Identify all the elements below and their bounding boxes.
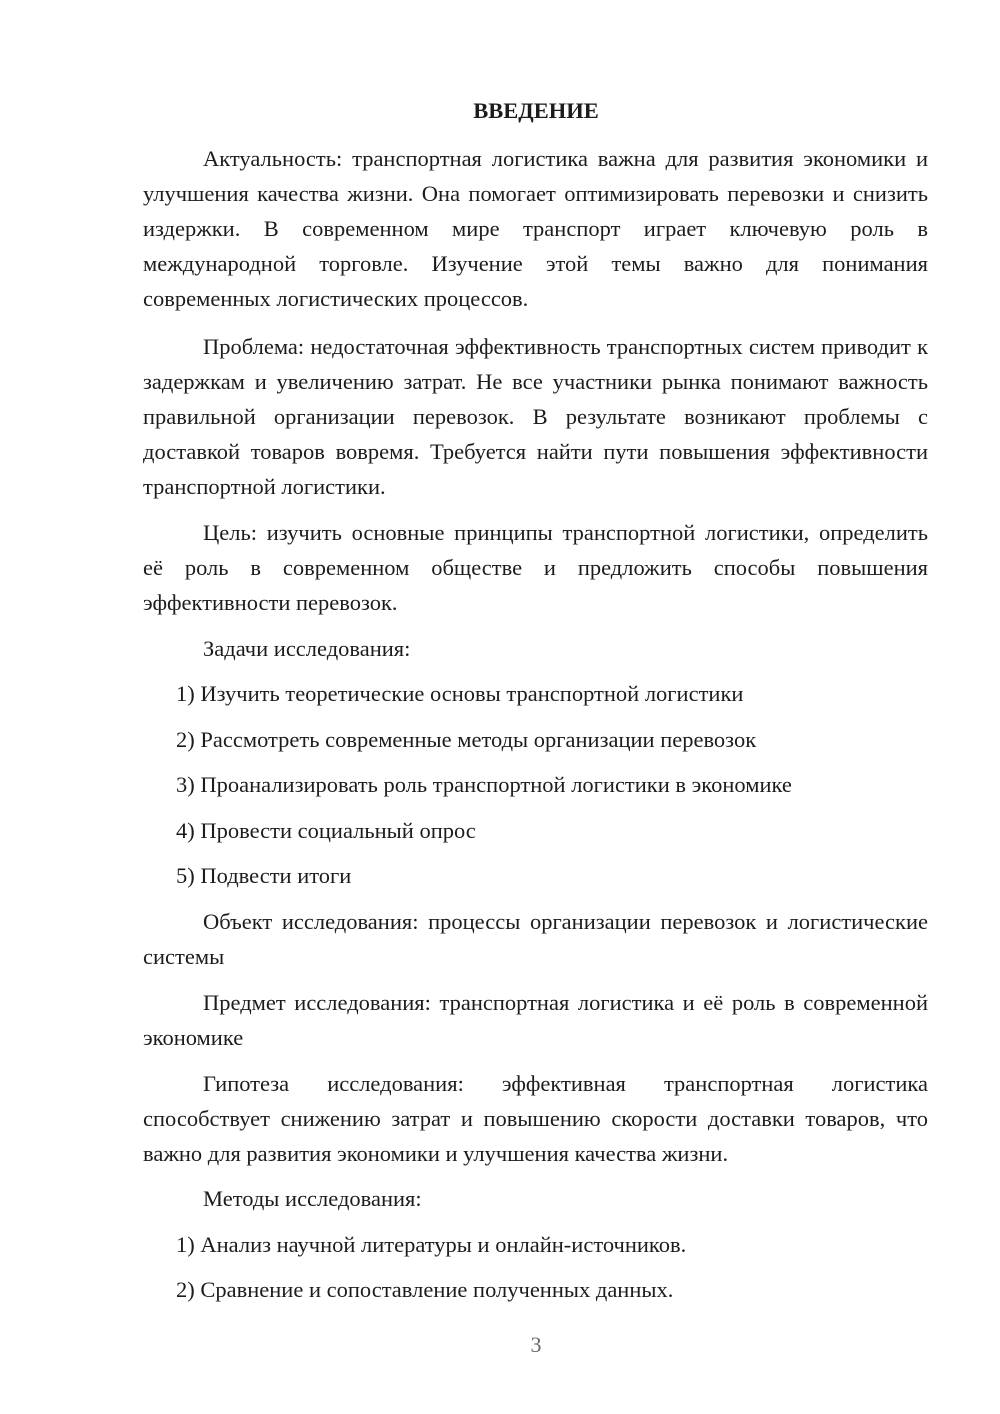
page-title: ВВЕДЕНИЕ (473, 98, 599, 123)
goal-paragraph: Цель: изучить основные принципы транспортной логистики, определить её роль в современном обществе и предложить способы повышения эффективности перевозок. (143, 520, 928, 615)
object-paragraph: Объект исследования: процессы организации перевозок и логистические системы (143, 909, 928, 969)
page-number: 3 (530, 1332, 542, 1357)
task-item: 3) Проанализировать роль транспортной логистики в экономике (176, 772, 792, 797)
task-item: 1) Изучить теоретические основы транспортной логистики (176, 681, 744, 706)
task-item: 5) Подвести итоги (176, 863, 352, 888)
method-row-2 (143, 1272, 928, 1307)
hypothesis-paragraph: Гипотеза исследования: эффективная транспортная логистика способствует снижению затрат и повышению скорости доставки товаров, что важно для развития экономики и улучшения качества жизни. (143, 1071, 928, 1166)
goal-section (143, 515, 928, 620)
task-row-3 (143, 767, 928, 802)
relevance-paragraph: Актуальность: транспортная логистика важна для развития экономики и улучшения качества жизни. Она помогает оптимизировать перевозки и снизить издержки. В современном мире транспорт играет ключевую роль в международной торговле. Изучение этой темы важно для понимания современных логистических процессов. (143, 146, 928, 311)
tasks-label: Задачи исследования: (203, 636, 411, 661)
object-section (143, 904, 928, 974)
task-item: 4) Провести социальный опрос (176, 818, 476, 843)
tasks-label-row (143, 631, 928, 666)
task-row-1 (143, 676, 928, 711)
subject-section (143, 985, 928, 1055)
problem-section (143, 329, 928, 504)
method-item: 1) Анализ научной литературы и онлайн-источников. (176, 1232, 687, 1257)
subject-paragraph: Предмет исследования: транспортная логистика и её роль в современной экономике (143, 990, 928, 1050)
task-row-2 (143, 722, 928, 757)
task-item: 2) Рассмотреть современные методы организации перевозок (176, 727, 757, 752)
methods-label: Методы исследования: (203, 1186, 422, 1211)
relevance-section (143, 141, 928, 316)
problem-paragraph: Проблема: недостаточная эффективность транспортных систем приводит к задержкам и увеличению затрат. Не все участники рынка понимают важность правильной организации перевозок. В результате возникают проблемы с доставкой товаров вовремя. Требуется найти пути повышения эффективности транспортной логистики. (143, 334, 928, 499)
hypothesis-section (143, 1066, 928, 1171)
task-row-5 (143, 858, 928, 893)
method-row-1 (143, 1227, 928, 1262)
method-item: 2) Сравнение и сопоставление полученных данных. (176, 1277, 674, 1302)
methods-label-row (143, 1181, 928, 1216)
task-row-4 (143, 813, 928, 848)
